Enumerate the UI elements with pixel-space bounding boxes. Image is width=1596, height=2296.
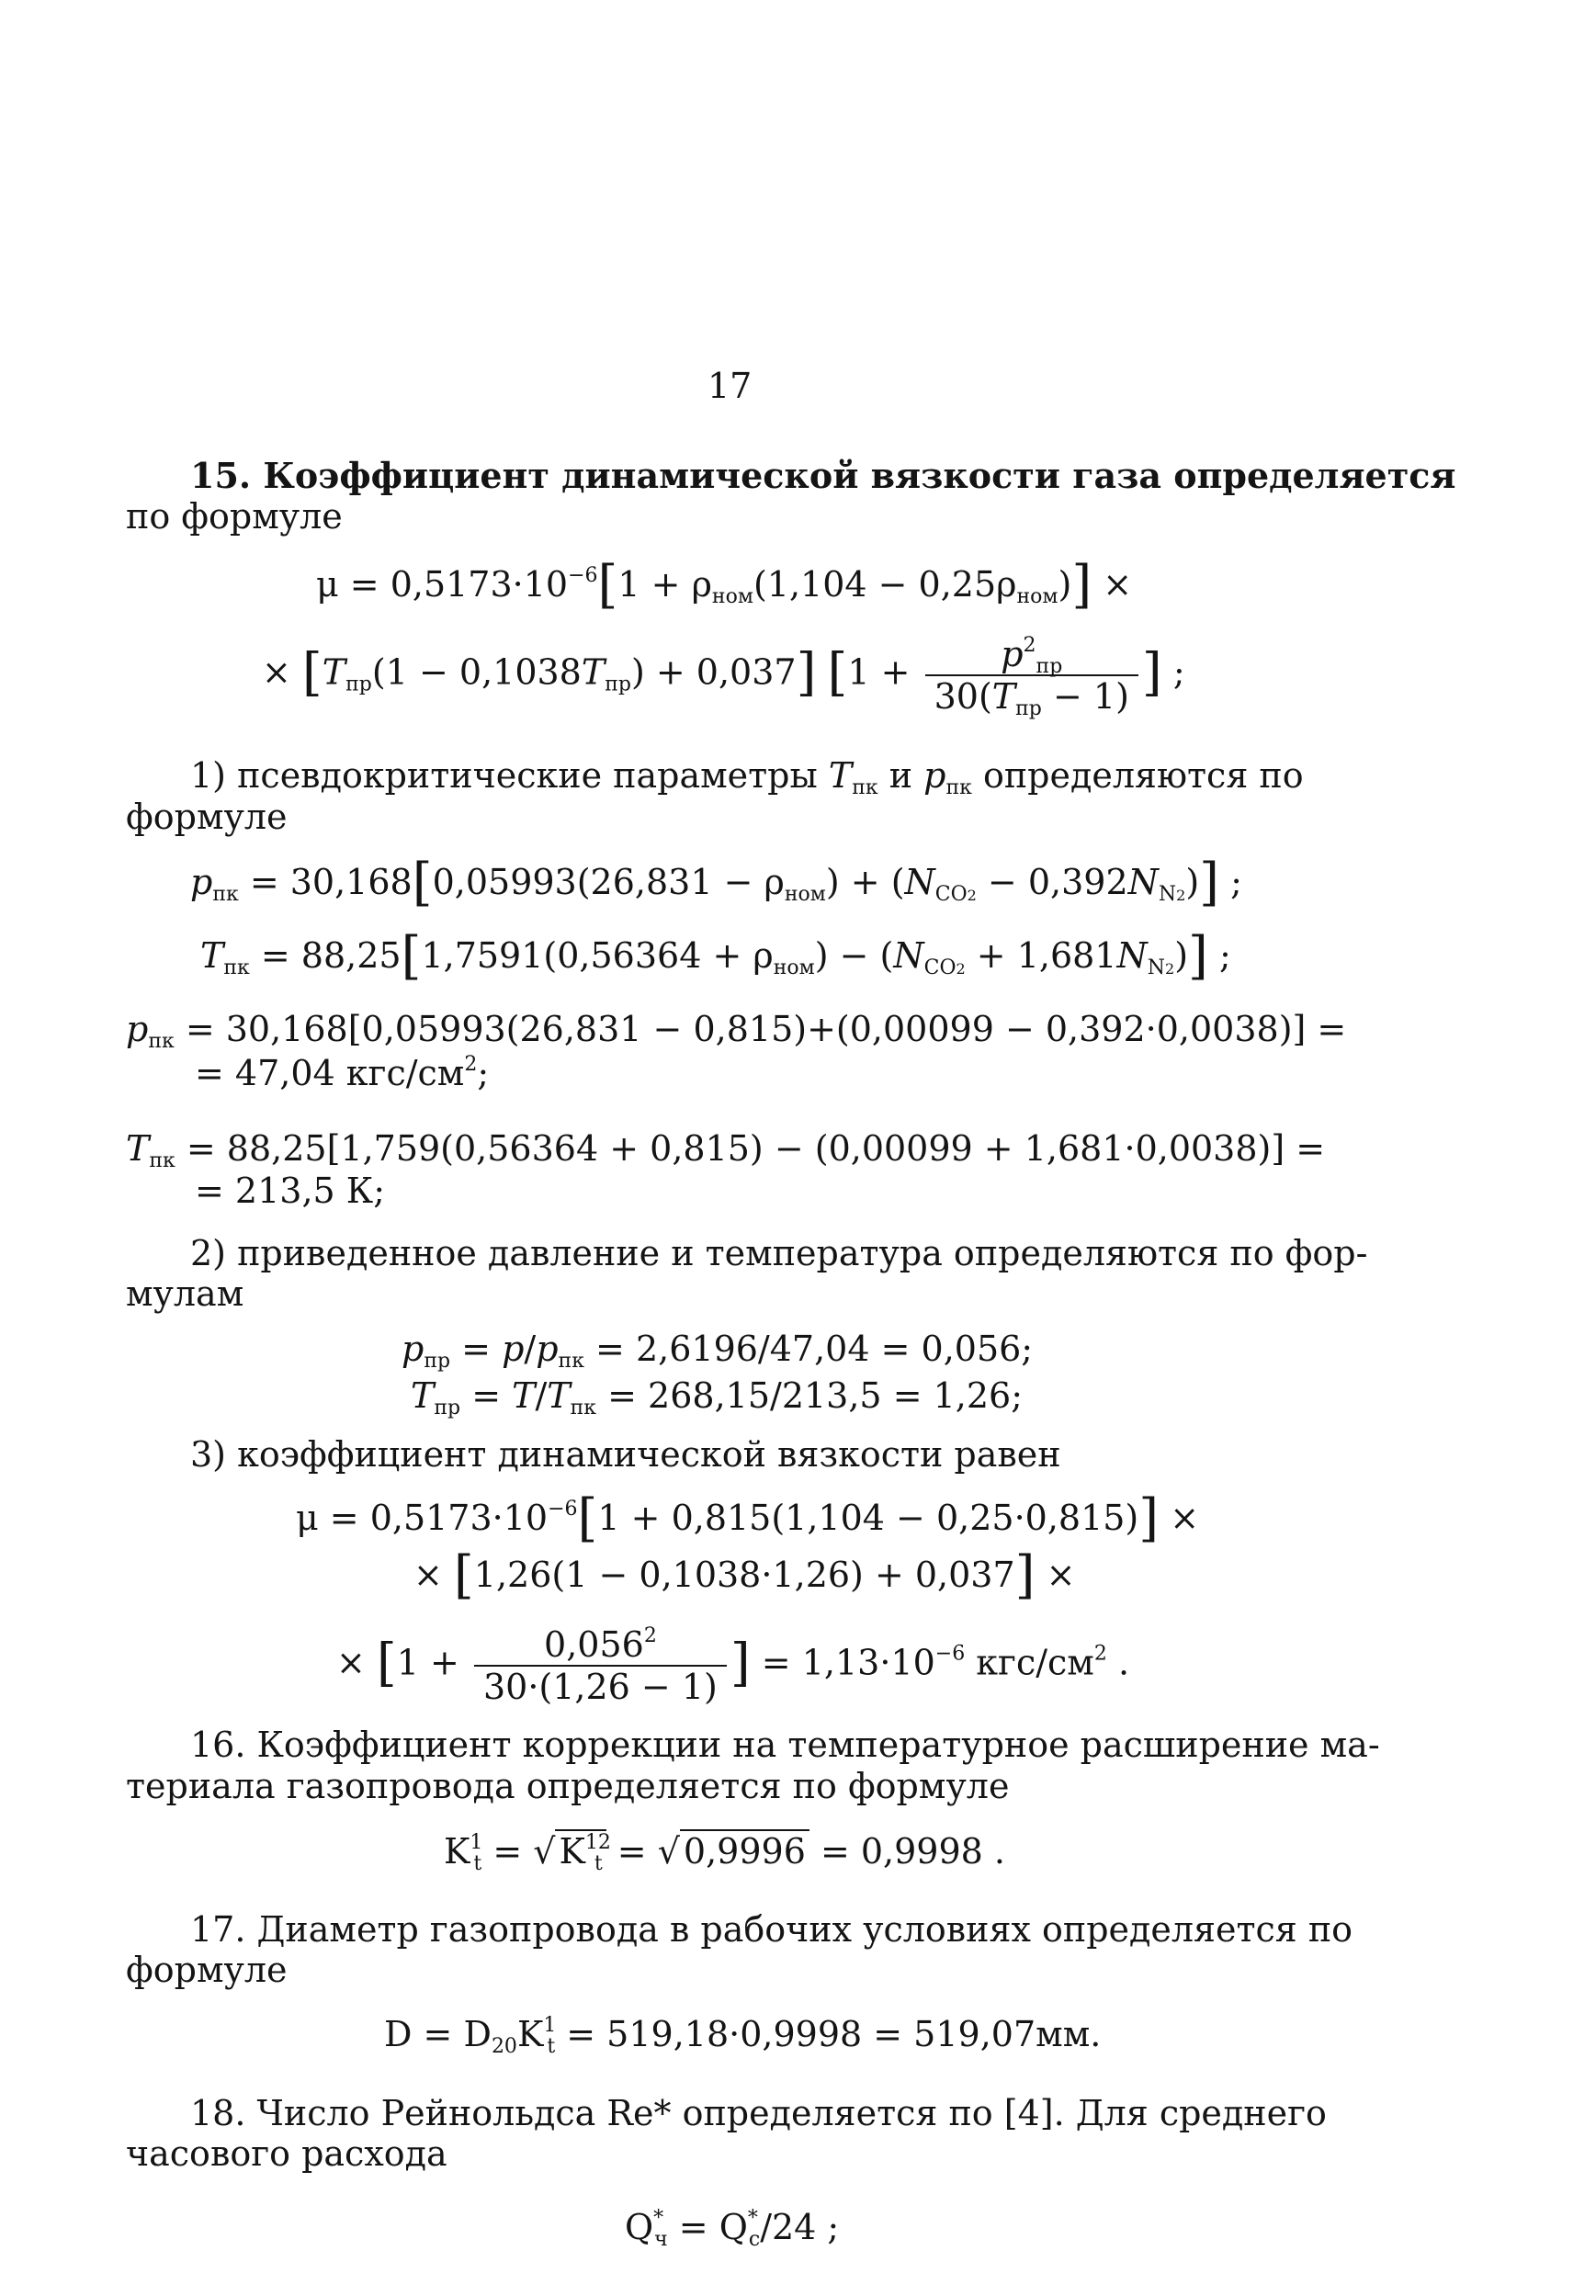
- open-bracket: [: [412, 853, 433, 912]
- ppr-sub2: пк: [558, 1350, 584, 1373]
- mu-calc-l2-a: ×: [413, 1555, 454, 1595]
- tpr-T2: T: [512, 1375, 536, 1416]
- mu-formula-line-1: [316, 555, 1133, 615]
- mu-calc-l1-exp: −6: [548, 1498, 578, 1521]
- mu-calc-l1-a: μ = 0,5173·10: [296, 1498, 549, 1538]
- tpr-a: =: [460, 1375, 513, 1416]
- mu-calc-numerator: [474, 1626, 727, 1667]
- tpk-sub3-group: [924, 956, 966, 979]
- mu-f-l2-d: 1 +: [847, 651, 911, 693]
- item-2-cont: [126, 1273, 243, 1314]
- tpr-sub2: пк: [570, 1397, 597, 1419]
- tpk-e: ): [1174, 935, 1189, 976]
- kt-K: K: [444, 1831, 470, 1872]
- tpk-calc-l2: = 213,5 К;: [195, 1171, 385, 1211]
- tpk-N2: N: [1116, 935, 1148, 976]
- section-18-cont: [126, 2133, 447, 2174]
- tpk-sub4b: 2: [1165, 960, 1175, 978]
- tpr-b: = 268,15/213,5 = 1,26;: [596, 1375, 1024, 1416]
- mu-formula-line-2: [262, 634, 1185, 720]
- mu-calc-l1-c: ×: [1159, 1498, 1200, 1538]
- kt-res: = 0,9998 .: [809, 1831, 1005, 1872]
- open-bracket-big: [: [376, 1633, 397, 1693]
- mu-calc-l3-sup: 2: [1093, 1642, 1107, 1666]
- mu-f-fraction: [925, 634, 1138, 720]
- mu-calc-l2-b: 1,26(1 − 0,1038·1,26) + 0,037: [473, 1555, 1015, 1595]
- ppk-sub3: CO: [934, 883, 968, 906]
- mu-calc-den: 30·(1,26 − 1): [482, 1667, 718, 1707]
- ppk-sub4: N: [1158, 883, 1177, 906]
- q-sub: ч: [654, 2228, 668, 2251]
- tpr-sub: пр: [434, 1397, 461, 1419]
- kt-eq: =: [481, 1831, 534, 1872]
- item-2-lead: [190, 1233, 1367, 1273]
- mu-f-l2-sub2: пр: [605, 673, 631, 696]
- sqrt-icon: √: [533, 1831, 556, 1872]
- close-bracket: ]: [1014, 1545, 1036, 1605]
- tpk-formula: [200, 926, 1231, 986]
- mu-calc-l3-e: .: [1106, 1642, 1130, 1683]
- mu-f-l1-d: ): [1058, 564, 1072, 605]
- mu-calc-line-1: [296, 1488, 1200, 1548]
- kt-rad1-K: K: [559, 1831, 585, 1872]
- kt-sup: 1: [470, 1831, 483, 1854]
- mu-f-l2-c: ) + 0,037: [630, 651, 797, 693]
- tpr-T: T: [411, 1375, 435, 1416]
- tpk-calc-l1: = 88,25[1,759(0,56364 + 0,815) − (0,00099 + 1,681·0,0038)] =: [175, 1128, 1326, 1169]
- mu-calc-l3-a: ×: [336, 1642, 377, 1683]
- section-15-lead: [190, 456, 1455, 496]
- q-sup2: *: [747, 2207, 758, 2230]
- mu-calc-line-2: [413, 1545, 1076, 1605]
- mu-calc-fraction: [474, 1626, 727, 1705]
- section-16-lead-text: 16. Коэффициент коррекции на температурное расширение ма-: [190, 1725, 1380, 1765]
- ppr-sub: пр: [424, 1350, 451, 1373]
- mu-f-num-sup: 2: [1023, 634, 1036, 657]
- tpk-N1: N: [893, 935, 924, 976]
- ppr-a: =: [450, 1329, 503, 1369]
- tpk-T: T: [200, 935, 224, 976]
- mu-f-l2-end: ;: [1161, 651, 1185, 693]
- tpk-c: ) − (: [814, 935, 894, 976]
- ppk-calc-l1: = 30,168[0,05993(26,831 − 0,815)+(0,00099 − 0,392·0,0038)] =: [174, 1009, 1347, 1049]
- ppk-d: − 0,392: [976, 862, 1128, 902]
- ppr-p2: p: [502, 1329, 525, 1369]
- kt-sqrt-2-radicand: 0,9996: [680, 1829, 809, 1872]
- d-formula: [384, 2014, 1102, 2058]
- tpk-sub3b: 2: [956, 960, 966, 978]
- ppk-sub2: ном: [784, 883, 826, 906]
- ppk-N1: N: [904, 862, 935, 902]
- ppk-a: = 30,168: [238, 862, 413, 902]
- tpk-sub2: ном: [773, 956, 815, 979]
- tpk-sub4: N: [1147, 956, 1165, 979]
- ppr-p3: p: [536, 1329, 559, 1369]
- item-1-lead: [190, 755, 1304, 799]
- mu-f-l1-b: 1 + ρ: [617, 564, 712, 605]
- mu-f-l2-b: (1 − 0,1038: [371, 651, 582, 693]
- close-bracket: ]: [1071, 555, 1092, 615]
- ppr-b: = 2,6196/47,04 = 0,056;: [583, 1329, 1034, 1369]
- ppk-calc-line-1: [126, 1009, 1347, 1053]
- q-c: /24 ;: [760, 2207, 840, 2247]
- item-1-cont-text: формуле: [126, 797, 288, 837]
- item-1-p-sub: пк: [945, 776, 972, 799]
- close-bracket: ]: [1138, 1488, 1160, 1548]
- mu-calc-line-3: [336, 1626, 1129, 1705]
- d-sub: 20: [491, 2035, 517, 2058]
- section-16-lead: [190, 1725, 1380, 1765]
- tpk-end: ;: [1207, 935, 1231, 976]
- tpk-calc-sub: пк: [149, 1149, 175, 1172]
- section-15-cont-text: по формуле: [126, 496, 343, 537]
- item-1-T-sub: пк: [852, 776, 878, 799]
- tpk-calc-T: T: [126, 1128, 150, 1169]
- item-1-mid: и: [877, 755, 924, 796]
- kt-eq2: =: [606, 1831, 658, 1872]
- section-18-lead: [190, 2093, 1327, 2133]
- item-1-lead-a: 1) псевдокритические параметры: [190, 755, 829, 796]
- d-sub2: t: [547, 2035, 556, 2058]
- q-sub2: c: [748, 2228, 761, 2251]
- ppk-N2: N: [1127, 862, 1159, 902]
- mu-calc-denominator: [474, 1667, 727, 1705]
- mu-f-l1-sub1: ном: [711, 585, 753, 608]
- kt-rad1-sup: 12: [584, 1831, 611, 1854]
- section-17-lead: [190, 1909, 1353, 1950]
- ppk-sub: пк: [212, 883, 239, 906]
- mu-f-l1-c: (1,104 − 0,25ρ: [753, 564, 1017, 605]
- open-bracket-big: [: [827, 642, 848, 703]
- ppk-calc-p: p: [126, 1009, 149, 1049]
- tpr-T3: T: [547, 1375, 571, 1416]
- section-15-lead-text: 15. Коэффициент динамической вязкости газа определяется: [190, 455, 1456, 496]
- ppk-b: 0,05993(26,831 − ρ: [432, 862, 785, 902]
- mu-f-l1-exp: −6: [568, 564, 598, 587]
- mu-f-l2-a: ×: [262, 651, 302, 693]
- section-16-cont-text: териала газопровода определяется по формуле: [126, 1766, 1010, 1806]
- item-1-lead-b: определяются по: [971, 755, 1304, 796]
- open-bracket: [: [577, 1488, 598, 1548]
- mu-f-l1-sub2: ном: [1016, 585, 1058, 608]
- ppk-formula: [190, 853, 1242, 912]
- d-c: = 519,18·0,9998 = 519,07мм.: [555, 2014, 1102, 2054]
- ppk-sub3b: 2: [967, 887, 977, 904]
- mu-f-den-a: 30(: [934, 676, 992, 717]
- close-bracket-big: ]: [730, 1633, 751, 1693]
- item-3-lead: [190, 1434, 1061, 1475]
- close-bracket-big: ]: [1141, 642, 1162, 703]
- mu-f-num-sub: пр: [1036, 655, 1063, 678]
- ppk-sub4b: 2: [1176, 887, 1186, 904]
- kt-sqrt-1-radicand: [555, 1829, 611, 1875]
- tpk-a: = 88,25: [249, 935, 402, 976]
- close-bracket: ]: [796, 642, 817, 703]
- ppk-calc-line-2: [195, 1053, 489, 1093]
- mu-calc-num-sup: 2: [643, 1624, 657, 1647]
- ppk-p: p: [190, 862, 213, 902]
- section-17-cont-text: формуле: [126, 1950, 288, 1990]
- section-18-cont-text: часового расхода: [126, 2133, 447, 2174]
- ppr-formula: [402, 1329, 1034, 1373]
- ppk-calc-l2-b: ;: [477, 1053, 490, 1093]
- tpk-sub: пк: [223, 956, 250, 979]
- kt-sqrt-2: [658, 1831, 809, 1872]
- d-a: D = D: [384, 2014, 492, 2054]
- tpk-d: + 1,681: [965, 935, 1117, 976]
- ppr-p: p: [402, 1329, 424, 1369]
- mu-calc-l3-b: 1 +: [396, 1642, 459, 1683]
- item-2-cont-text: мулам: [126, 1273, 244, 1314]
- mu-f-denominator: [925, 676, 1138, 720]
- item-2-lead-text: 2) приведенное давление и температура определяются по фор-: [190, 1233, 1368, 1273]
- ppk-sub3-group: [935, 883, 977, 906]
- ppk-c: ) + (: [825, 862, 905, 902]
- mu-f-l2-sub1: пр: [345, 673, 372, 696]
- mu-f-num-p: p: [1001, 634, 1024, 674]
- mu-calc-l1-b: 1 + 0,815(1,104 − 0,25·0,815): [597, 1498, 1139, 1538]
- tpk-b: 1,7591(0,56364 + ρ: [421, 935, 774, 976]
- tpk-calc-line-1: [126, 1128, 1326, 1172]
- open-bracket: [: [401, 926, 422, 986]
- mu-f-l1-e: ×: [1092, 564, 1133, 605]
- q-formula: [625, 2207, 840, 2251]
- ppk-calc-l2-a: = 47,04 кгс/см: [195, 1053, 465, 1093]
- tpk-sub3: CO: [923, 956, 956, 979]
- close-bracket: ]: [1188, 926, 1208, 986]
- mu-f-numerator: [925, 636, 1138, 676]
- kt-rad1-sub: t: [594, 1852, 603, 1875]
- q-a: Q: [625, 2207, 654, 2247]
- ppk-end: ;: [1219, 862, 1242, 902]
- mu-calc-num: 0,056: [544, 1624, 644, 1665]
- mu-calc-l3-d: кгс/см: [965, 1642, 1094, 1683]
- item-3-lead-text: 3) коэффициент динамической вязкости равен: [190, 1434, 1061, 1475]
- ppk-sub4-group: [1159, 883, 1185, 906]
- section-17-lead-text: 17. Диаметр газопровода в рабочих условиях определяется по: [190, 1909, 1353, 1950]
- mu-f-den-T: T: [991, 676, 1016, 717]
- item-1-cont: [126, 797, 288, 837]
- ppk-calc-sub: пк: [148, 1030, 175, 1053]
- open-bracket: [: [597, 555, 618, 615]
- ppk-calc-l2-sup: 2: [464, 1053, 478, 1076]
- mu-calc-l2-c: ×: [1035, 1555, 1076, 1595]
- close-bracket: ]: [1199, 853, 1220, 912]
- mu-f-l2-T: T: [322, 651, 346, 693]
- sqrt-icon: √: [657, 1831, 680, 1872]
- mu-calc-l3-c: = 1,13·10: [750, 1642, 935, 1683]
- mu-f-den-b: − 1): [1041, 676, 1129, 717]
- mu-calc-l3-exp: −6: [934, 1642, 966, 1666]
- item-1-T: T: [828, 755, 853, 796]
- section-18-lead-text: 18. Число Рейнольдса Re* определяется по [4]. Для среднего: [190, 2093, 1327, 2133]
- mu-f-l2-T2: T: [581, 651, 606, 693]
- tpr-slash: /: [535, 1375, 548, 1416]
- q-sup: *: [653, 2207, 664, 2230]
- tpk-sub4-group: [1148, 956, 1174, 979]
- open-bracket: [: [453, 1545, 474, 1605]
- tpk-calc-line-2: [195, 1171, 385, 1211]
- tpr-formula: [411, 1375, 1024, 1419]
- q-b: = Q: [667, 2207, 748, 2247]
- kt-sqrt-1: [533, 1831, 611, 1875]
- mu-f-l1-a: μ = 0,5173·10: [316, 564, 569, 605]
- mu-f-den-sub: пр: [1015, 697, 1042, 720]
- d-b: K: [516, 2014, 544, 2054]
- section-16-cont: [126, 1766, 1009, 1806]
- open-bracket: [: [301, 642, 323, 703]
- item-1-p: p: [923, 755, 946, 796]
- section-15-cont: [126, 496, 343, 537]
- kt-formula: [444, 1831, 1005, 1875]
- ppr-slash: /: [524, 1329, 537, 1369]
- section-17-cont: [126, 1950, 288, 1990]
- page-number-text: 17: [707, 366, 753, 406]
- d-sup2: 1: [543, 2014, 557, 2037]
- ppk-e: ): [1185, 862, 1200, 902]
- page-number: [707, 366, 752, 406]
- kt-sub: t: [473, 1852, 482, 1875]
